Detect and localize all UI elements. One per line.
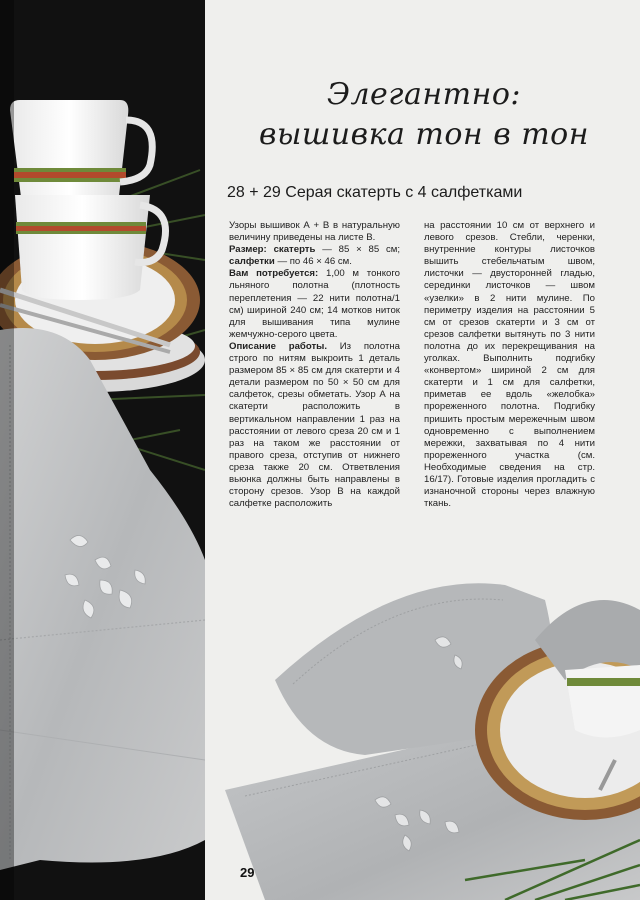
work-text: Из полотна строго по нитям выкроить 1 деталь размером 85 × 85 см для скатерти и 4 детали размером по 50 × 50 см для салфеток, срезы обметать. Узор А на скатерти расположить в вертикальном направлении 1 раз на расстоянии от левого среза 20 см и 1 раз на таком же расстоянии от правого среза, отступив от нижнего среза также 20 см. Ответвления вьюнка должны быть направлены в сторону срезов. Узор В на каждой салфетке расположить xyxy=(229,340,401,510)
instructions-column-left xyxy=(229,220,400,510)
page-title xyxy=(226,75,622,155)
size-label: Размер: xyxy=(229,244,267,256)
page-number: 29 xyxy=(240,865,255,880)
work-label: Описание работы. xyxy=(229,340,328,352)
work-paragraph xyxy=(229,341,400,510)
size-paragraph xyxy=(229,244,400,268)
materials-text: 1,00 м тонкого льняного полотна (плотность переплетения — 22 нити полотна/1 см) шириной 240 см; 14 мотков ниток для вышивания типа мулине жемчужно-серого цвета. xyxy=(229,268,400,340)
napkins-illustration xyxy=(205,560,640,900)
tableware-illustration xyxy=(0,0,205,900)
size-tablecloth-label: скатерть xyxy=(273,244,316,256)
intro-paragraph: Узоры вышивок А + В в натуральную величину приведены на листе В. xyxy=(229,220,400,244)
title-line-1: Элегантно: xyxy=(327,77,521,112)
size-napkins-value: — по 46 × 46 см. xyxy=(277,256,352,268)
materials-paragraph xyxy=(229,268,400,341)
size-tablecloth-value: — 85 × 85 см; xyxy=(322,244,401,256)
materials-label: Вам потребуется: xyxy=(229,268,319,280)
continuation-paragraph: на расстоянии 10 см от верхнего и левого срезов. Стебли, черенки, внутренние контуры листочков вышить стебельчатым швом, листочки — двусторонней гладью, серединки листочков — швом «узелки» в 2 нити мулине. По периметру изделия на расстоянии 5 см от срезов скатерти и 3 см от срезов салфетки вытянуть по 3 нити полотна до их перекрещивания на уголках. Выполнить подгибку «конвертом» шириной 2 см для скатерти и 1 см для салфетки, приметав ее вдоль «желобка» прореженного полотна. Подгибку пришить простым мережечным швом одновременно с выполнением мережки, захватывая по 4 нити прореженного участка (см. Необходимые сведения на стр. 16/17). Готовые изделия прогладить с изнаночной стороны через влажную ткань. xyxy=(424,220,595,510)
instructions-column-right xyxy=(424,220,595,510)
left-photo-tableware xyxy=(0,0,205,900)
bottom-photo-napkins xyxy=(205,560,640,900)
project-subtitle: 28 + 29 Серая скатерть с 4 салфетками xyxy=(227,184,523,201)
title-line-2: вышивка тон в тон xyxy=(258,117,589,152)
size-napkins-label: салфетки xyxy=(229,256,275,268)
